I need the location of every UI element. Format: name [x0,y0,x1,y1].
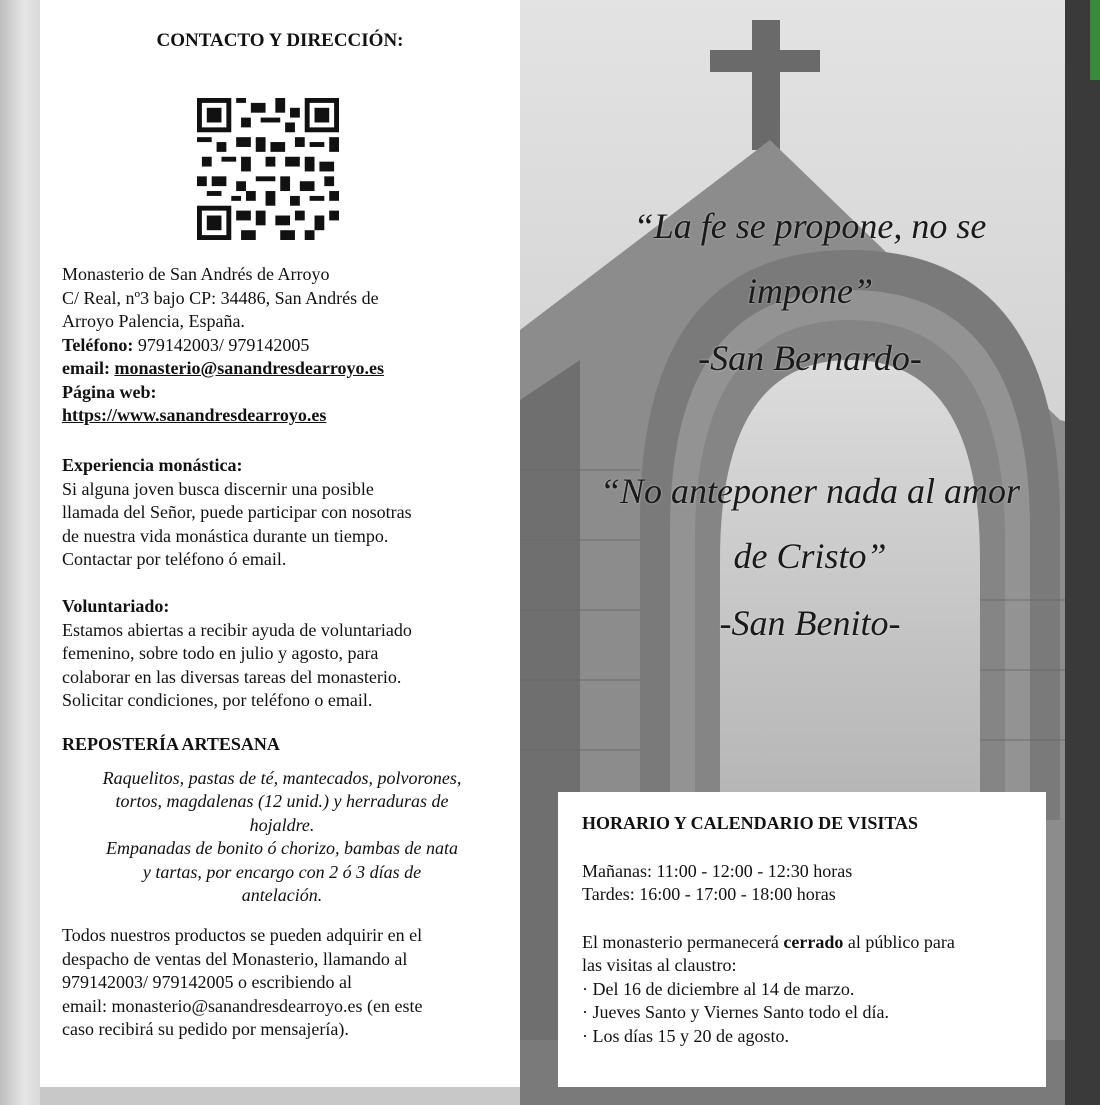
email-row [62,357,502,381]
products-line: despacho de ventas del Monasterio, llamando al [62,948,408,969]
products-email-suffix: (en este [362,995,423,1016]
volunteer-line: Estamos abiertas a recibir ayuda de voluntariado [62,619,412,640]
closed-line2: las visitas al claustro: [582,955,737,975]
volunteer-line: Solicitar condiciones, por teléfono o email. [62,690,373,710]
schedule-panel [558,792,1046,1087]
address-line: Monasterio de San Andrés de Arroyo [62,264,330,284]
closed-word: cerrado [783,931,844,952]
closed-date-item: · Del 16 de diciembre al 14 de marzo. [582,978,855,999]
address-line: C/ Real, nº3 bajo CP: 34486, San Andrés de [62,287,379,308]
quote-san-benito-line1: “No anteponer nada al amor [599,471,1020,511]
qr-code-icon[interactable] [197,98,339,240]
schedule-afternoon: Tardes: 16:00 - 17:00 - 18:00 horas [582,884,836,904]
contact-title: CONTACTO Y DIRECCIÓN: [156,30,404,51]
page-edge [0,0,40,1105]
volunteer-section [62,595,502,713]
products-email-row [62,995,502,1019]
experience-line: Contactar por teléfono ó email. [62,549,287,569]
closed-prefix: El monasterio permanecerá [582,931,784,952]
experience-line: de nuestra vida monástica durante un tiempo. [62,525,389,546]
experience-title: Experiencia monástica: [62,455,243,475]
address-block [62,263,502,428]
email-label: email: [62,358,110,378]
experience-section [62,454,502,572]
contact-panel [40,0,520,1087]
pastry-section [62,733,502,908]
phone-label: Teléfono: [62,334,134,355]
products-line: caso recibirá su pedido por mensajería). [62,1019,349,1039]
products-section [62,924,502,1042]
quote-san-bernardo-author: -San Bernardo- [698,338,922,378]
web-link[interactable]: https://www.sanandresdearroyo.es [62,405,327,425]
closed-suffix: al público para [843,931,955,952]
schedule-content [582,812,1032,1048]
schedule-title: HORARIO Y CALENDARIO DE VISITAS [582,813,919,833]
pastry-line: Raquelitos, pastas de té, mantecados, polvorones, [102,767,462,788]
volunteer-line: femenino, sobre todo en julio y agosto, para [62,643,379,663]
quote-san-bernardo-line1: “La fe se propone, no se [633,206,987,246]
products-line: 979142003/ 979142005 o escribiendo al [62,972,352,992]
pastry-line: hojaldre. [249,814,315,835]
schedule-morning: Mañanas: 11:00 - 12:00 - 12:30 horas [582,860,853,881]
volunteer-line: colaborar en las diversas tareas del monasterio. [62,666,402,687]
closed-date-item: · Jueves Santo y Viernes Santo todo el día. [582,1002,890,1022]
closed-date-item: · Los días 15 y 20 de agosto. [582,1025,789,1046]
phone-row [62,334,502,358]
address-line: Arroyo Palencia, España. [62,311,245,331]
closed-notice [582,931,1032,955]
pastry-line: antelación. [241,885,323,905]
email-link[interactable]: monasterio@sanandresdearroyo.es [114,358,385,378]
products-line: Todos nuestros productos se pueden adquirir en el [62,925,423,945]
volunteer-title: Voluntariado: [62,596,170,616]
experience-line: llamada del Señor, puede participar con nosotras [62,502,412,522]
products-email-prefix: email: [62,995,112,1016]
quote-san-benito-line2: de Cristo” [733,536,887,576]
web-label: Página web: [62,381,157,402]
pastry-line: y tartas, por encargo con 2 ó 3 días de [142,861,422,882]
page-bottom-edge [40,1087,520,1105]
pastry-line: tortos, magdalenas (12 unid.) y herraduras de [115,791,449,811]
experience-line: Si alguna joven busca discernir una posible [62,478,374,499]
pastry-line: Empanadas de bonito ó chorizo, bambas de nata [106,838,458,858]
products-email-link[interactable]: monasterio@sanandresdearroyo.es [111,995,363,1016]
quote-san-benito-author: -San Benito- [719,603,901,643]
quote-san-bernardo-line2: impone” [747,271,873,311]
phone-value[interactable]: 979142003/ 979142005 [133,334,310,355]
pastry-title: REPOSTERÍA ARTESANA [62,734,280,754]
